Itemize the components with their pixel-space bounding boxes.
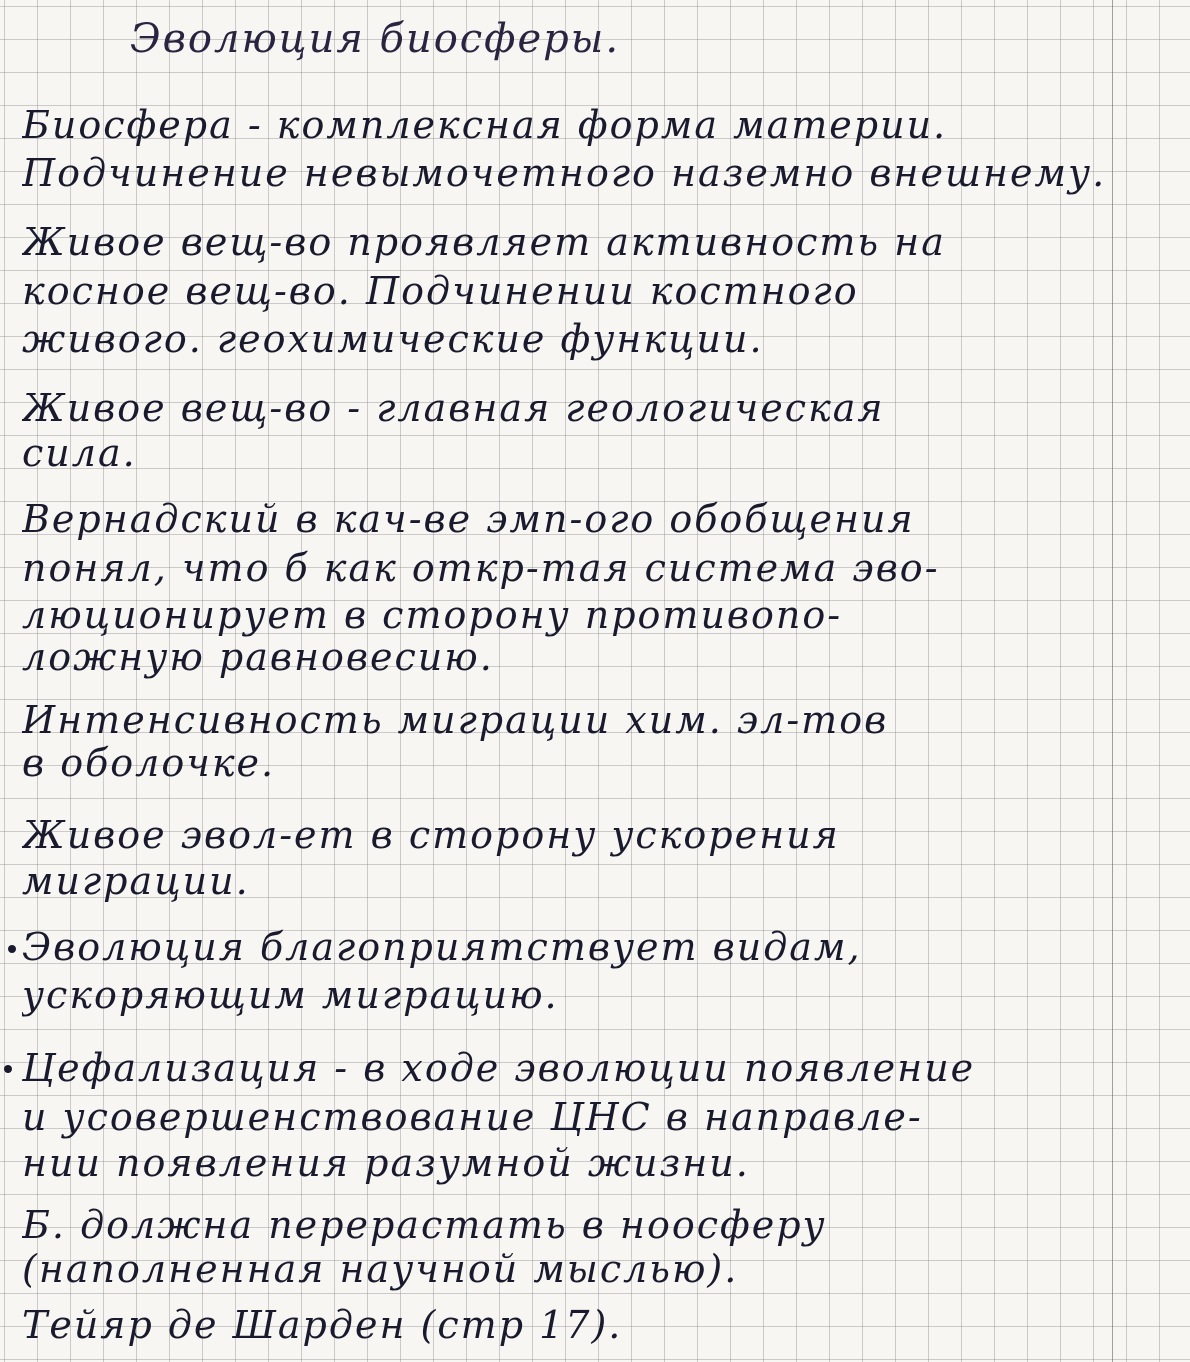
text-line: косное вещ-во. Подчинении костного bbox=[22, 269, 859, 313]
text-line: ускоряющим миграцию. bbox=[22, 973, 559, 1017]
text-line: ложную равновесию. bbox=[22, 635, 494, 679]
text-line: Тейяр де Шарден (стр 17). bbox=[22, 1303, 623, 1347]
bullet-dot bbox=[4, 1065, 12, 1073]
text-line: люционирует в сторону противопо- bbox=[22, 593, 843, 637]
text-line: в оболочке. bbox=[22, 741, 276, 785]
text-line: сила. bbox=[22, 431, 137, 475]
text-line: (наполненная научной мыслью). bbox=[22, 1247, 739, 1291]
text-line: Биосфера - комплексная форма материи. bbox=[22, 103, 948, 147]
bullet-dot bbox=[8, 945, 16, 953]
text-line: понял, что б как откр-тая система эво- bbox=[22, 546, 940, 590]
text-line: живого. геохимические функции. bbox=[22, 317, 764, 361]
text-line: Интенсивность миграции хим. эл-тов bbox=[22, 698, 889, 742]
text-line: и усовершенствование ЦНС в направле- bbox=[22, 1095, 923, 1139]
text-line: Живое эвол-ет в сторону ускорения bbox=[22, 813, 840, 857]
text-line: нии появления разумной жизни. bbox=[22, 1141, 750, 1185]
page-title: Эволюция биосферы. bbox=[130, 16, 621, 62]
text-line: Эволюция благоприятствует видам, bbox=[22, 925, 862, 969]
margin-line bbox=[1112, 0, 1113, 1362]
text-line: Подчинение невымочетного наземно внешнему. bbox=[22, 151, 1107, 195]
text-line: Цефализация - в ходе эволюции появление bbox=[22, 1046, 976, 1090]
text-line: миграции. bbox=[22, 859, 250, 903]
text-line: Вернадский в кач-ве эмп-ого обобщения bbox=[22, 497, 915, 541]
text-line: Живое вещ-во проявляет активность на bbox=[22, 220, 946, 264]
text-line: Живое вещ-во - главная геологическая bbox=[22, 386, 885, 430]
text-line: Б. должна перерастать в ноосферу bbox=[22, 1203, 827, 1247]
